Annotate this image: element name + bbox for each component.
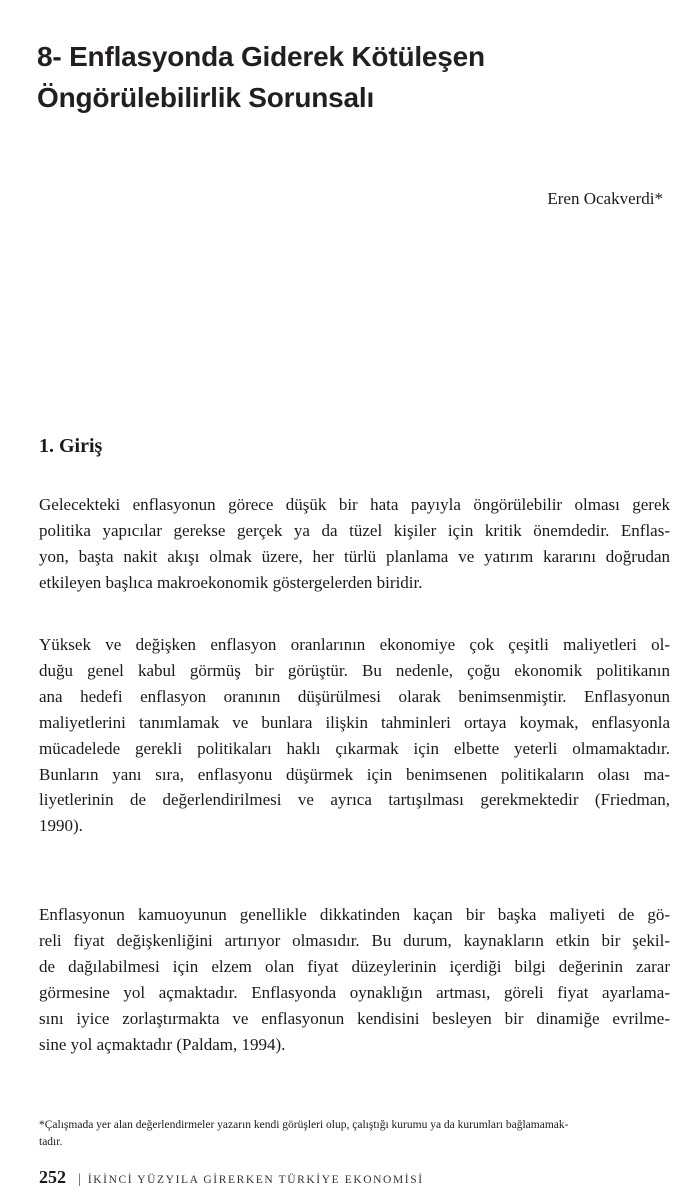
paragraph-line: sine yol açmaktadır (Paldam, 1994). — [39, 1034, 286, 1054]
author-name: Eren Ocakverdi* — [547, 189, 663, 208]
chapter-title-line-1: 8- Enflasyonda Giderek Kötüleşen — [37, 41, 485, 72]
paragraph-line: ana hedefi enflasyon oranının düşürülmesi olarak benimsenmiştir. Enflasyonun — [39, 686, 670, 706]
paragraph-line: Yüksek ve değişken enflasyon oranlarının ekonomiye çok çeşitli maliyetleri ol- — [39, 635, 670, 654]
paragraph-3 — [39, 902, 670, 1057]
paragraph-line: görmesine yol açmaktadır. Enflasyonda oynaklığın artması, göreli fiyat ayarlama- — [39, 982, 670, 1002]
section-heading: 1. Giriş — [39, 435, 103, 457]
footer-separator: | — [78, 1172, 81, 1187]
footnote-line: tadır. — [39, 1136, 63, 1148]
paragraph-line: sını iyice zorlaştırmakta ve enflasyonun kendisini besleyen bir dinamiğe evrilme- — [39, 1008, 670, 1028]
paragraph-line: etkileyen başlıca makroekonomik göstergelerden biridir. — [39, 572, 423, 592]
paragraph-line: maliyetlerini tanımlamak ve bunlara ilişkin tahminleri ortaya koymak, enflasyonla — [39, 712, 670, 732]
paragraph-line: Enflasyonun kamuoyunun genellikle dikkatinden kaçan bir başka maliyeti de gö- — [39, 905, 670, 924]
chapter-title — [37, 36, 657, 118]
footnote — [39, 1117, 670, 1151]
paragraph-line: duğu genel kabul görmüş bir görüştür. Bu nedenle, çoğu ekonomik politikanın — [39, 660, 670, 680]
paragraph-line: 1990). — [39, 816, 83, 836]
paragraph-line: politika yapıcılar gerekse gerçek ya da tüzel kişiler için kritik önemdedir. Enflas- — [39, 520, 670, 540]
page-number: 252 — [39, 1167, 66, 1187]
paragraph-2 — [39, 632, 670, 839]
footnote-line: *Çalışmada yer alan değerlendirmeler yazarın kendi görüşleri olup, çalıştığı kurumu ya da kurumları bağlamamak- — [39, 1119, 569, 1131]
chapter-title-line-2: Öngörülebilirlik Sorunsalı — [37, 82, 375, 113]
paragraph-line: Gelecekteki enflasyonun görece düşük bir hata payıyla öngörülebilir olması gerek — [39, 495, 670, 514]
paragraph-line: liyetlerinin de değerlendirilmesi ve ayrıca tartışılması gerekmektedir (Friedman, — [39, 790, 670, 810]
paragraph-1 — [39, 492, 670, 596]
paragraph-line: reli fiyat değişkenliğini artırıyor olmasıdır. Bu durum, kaynakların etkin bir şekil- — [39, 930, 670, 950]
paragraph-line: Bunların yanı sıra, enflasyonu düşürmek için benimsenen politikaların olası ma- — [39, 764, 670, 784]
paragraph-line: mücadelede gerekli politikaları haklı çıkarmak için elbette yeterli olmamaktadır. — [39, 738, 670, 758]
running-title: İKİNCİ YÜZYILA GİRERKEN TÜRKİYE EKONOMİSİ — [87, 1174, 424, 1186]
paragraph-line: yon, başta nakit akışı olmak üzere, her türlü planlama ve yatırım kararını doğrudan — [39, 546, 670, 566]
page-footer — [39, 1167, 424, 1188]
paragraph-line: de dağılabilmesi için elzem olan fiyat düzeylerinin içerdiği bilgi değerinin zarar — [39, 956, 670, 976]
